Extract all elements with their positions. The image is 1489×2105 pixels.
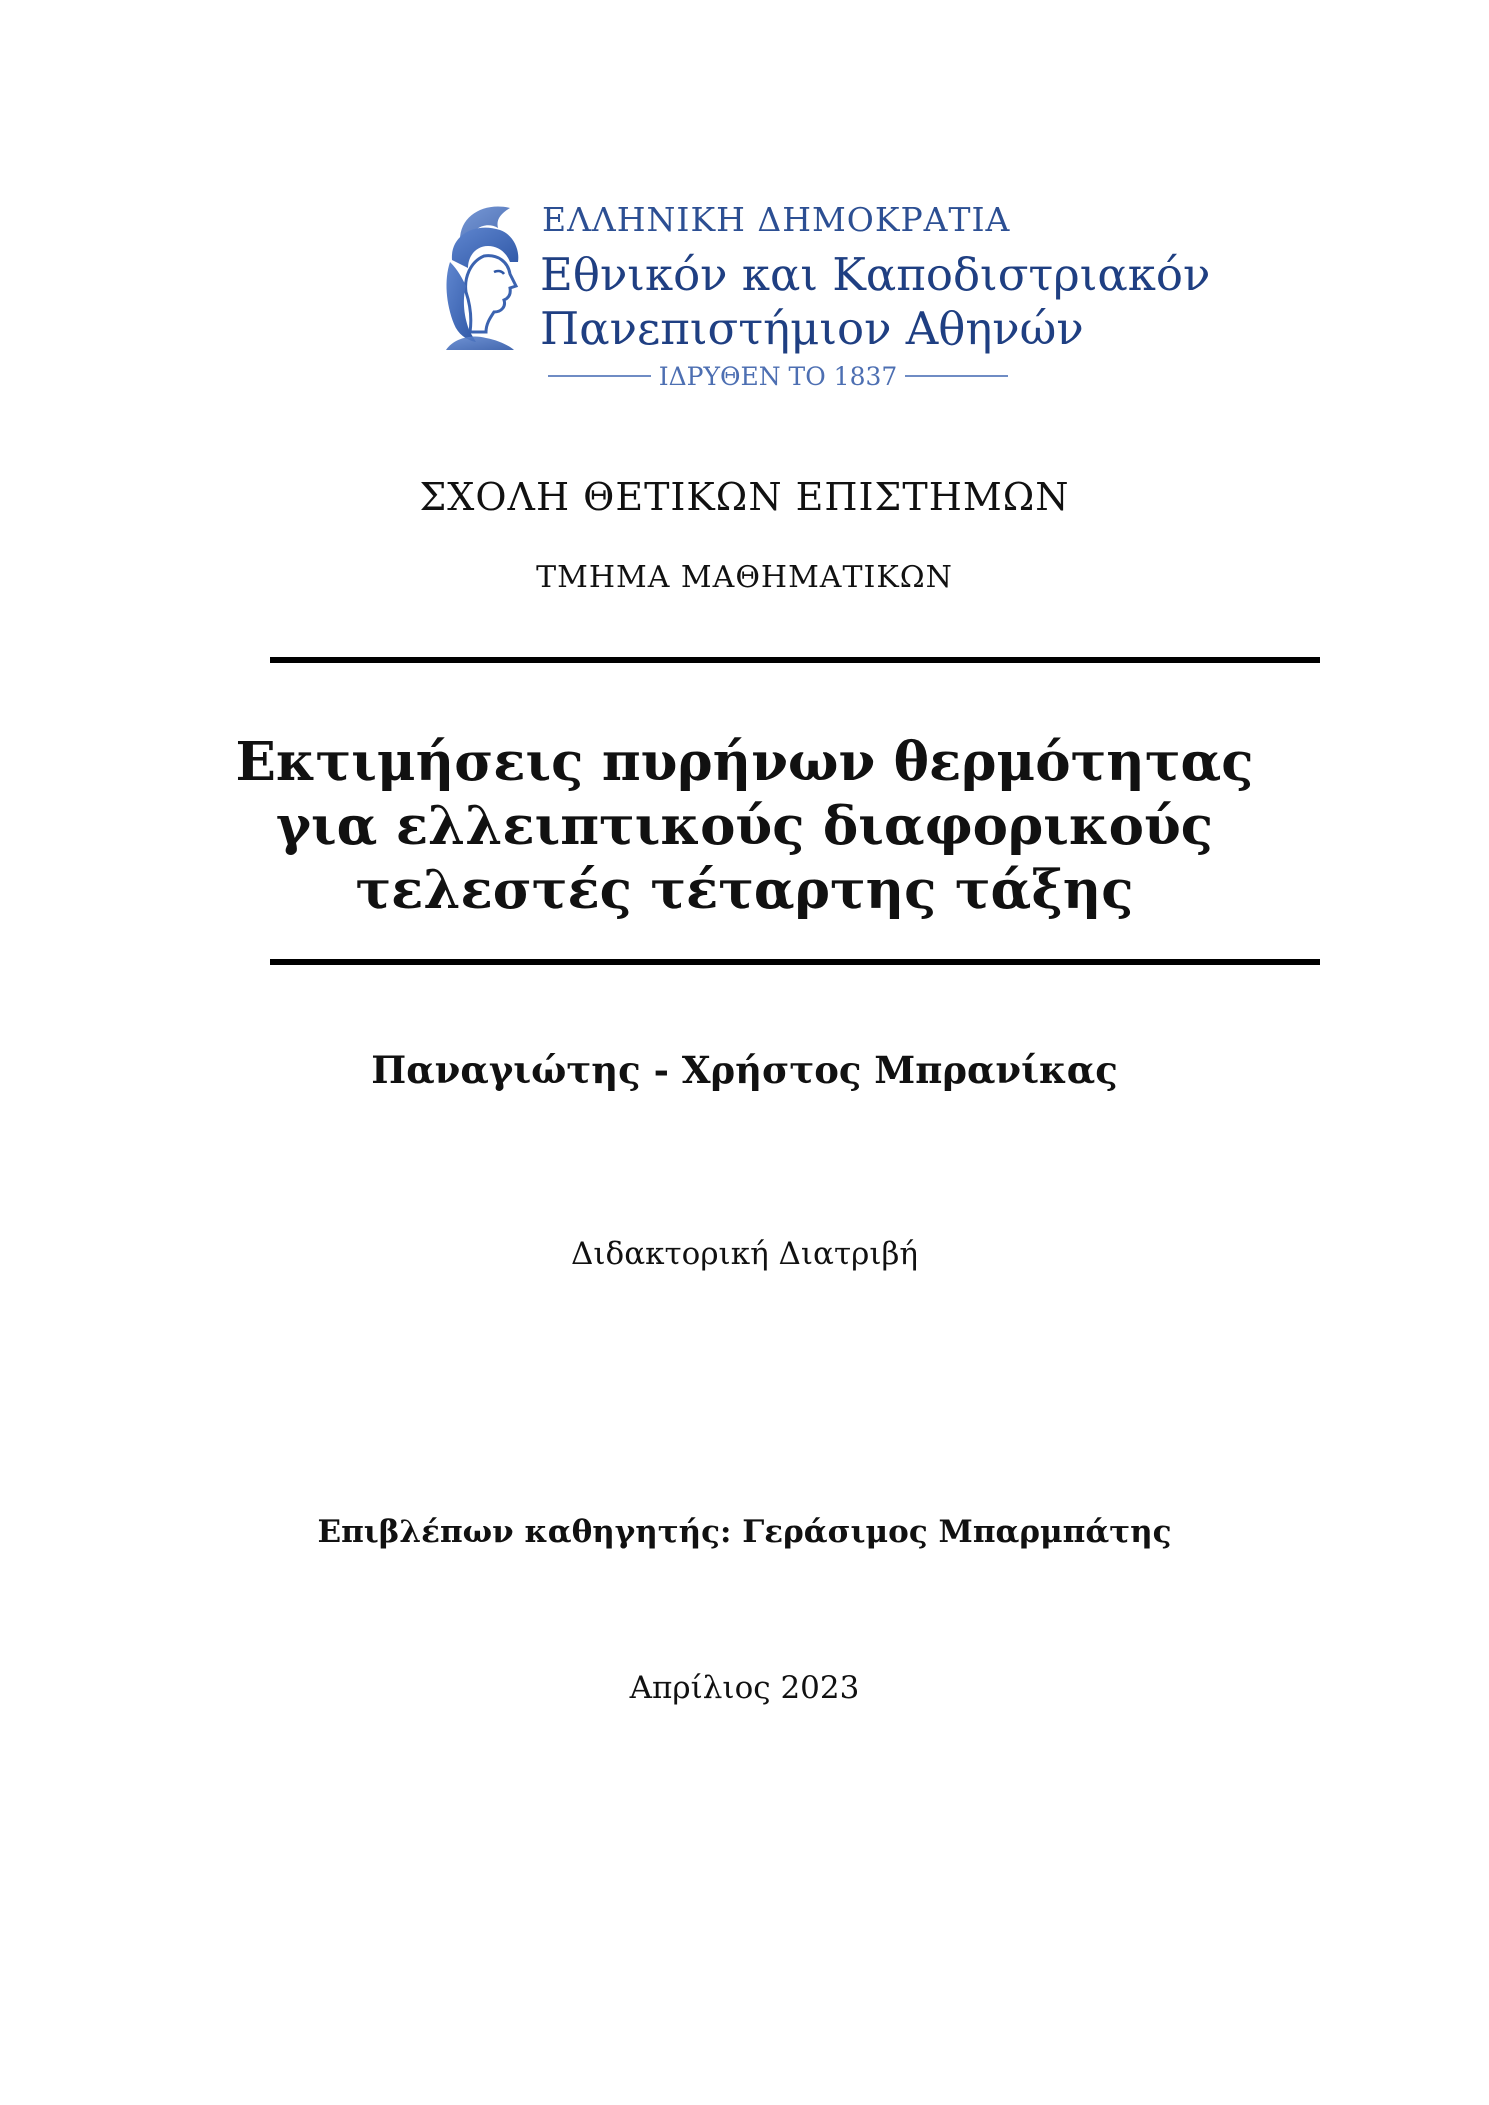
logo-rule-right — [905, 375, 1008, 377]
university-logo — [440, 200, 1211, 400]
author-name: Παναγιώτης - Χρήστος Μπρανίκας — [371, 1048, 1118, 1092]
school-name: ΣΧΟΛΗ ΘΕΤΙΚΩΝ ΕΠΙΣΤΗΜΩΝ — [419, 475, 1070, 519]
athena-head-icon — [440, 200, 532, 350]
supervisor: Επιβλέπων καθηγητής: Γεράσιμος Μπαρμπάτης — [317, 1514, 1172, 1550]
logo-line-university-1: Εθνικόν και Καποδιστριακόν — [540, 248, 1211, 301]
logo-founded-text: ΙΔΡΥΘΕΝ ΤΟ 1837 — [658, 361, 898, 391]
document-type: Διδακτορική Διατριβή — [570, 1236, 918, 1272]
department-name: ΤΜΗΜΑ ΜΑΘΗΜΑΤΙΚΩΝ — [536, 560, 953, 595]
thesis-title-line-2: για ελλειπτικούς διαφορικούς — [275, 795, 1214, 857]
thesis-title-line-1: Εκτιμήσεις πυρήνων θερμότητας — [235, 731, 1254, 793]
thesis-title — [0, 730, 1489, 922]
logo-founded — [548, 360, 1008, 392]
logo-line-republic: ΕΛΛΗΝΙΚΗ ΔΗΜΟΚΡΑΤΙΑ — [542, 200, 1011, 239]
logo-line-university-2: Πανεπιστήμιον Αθηνών — [540, 302, 1084, 355]
title-top-rule — [270, 657, 1320, 663]
title-bottom-rule — [270, 959, 1320, 965]
thesis-title-line-3: τελεστές τέταρτης τάξης — [355, 859, 1134, 921]
date: Απρίλιος 2023 — [629, 1670, 860, 1706]
logo-rule-left — [548, 375, 651, 377]
